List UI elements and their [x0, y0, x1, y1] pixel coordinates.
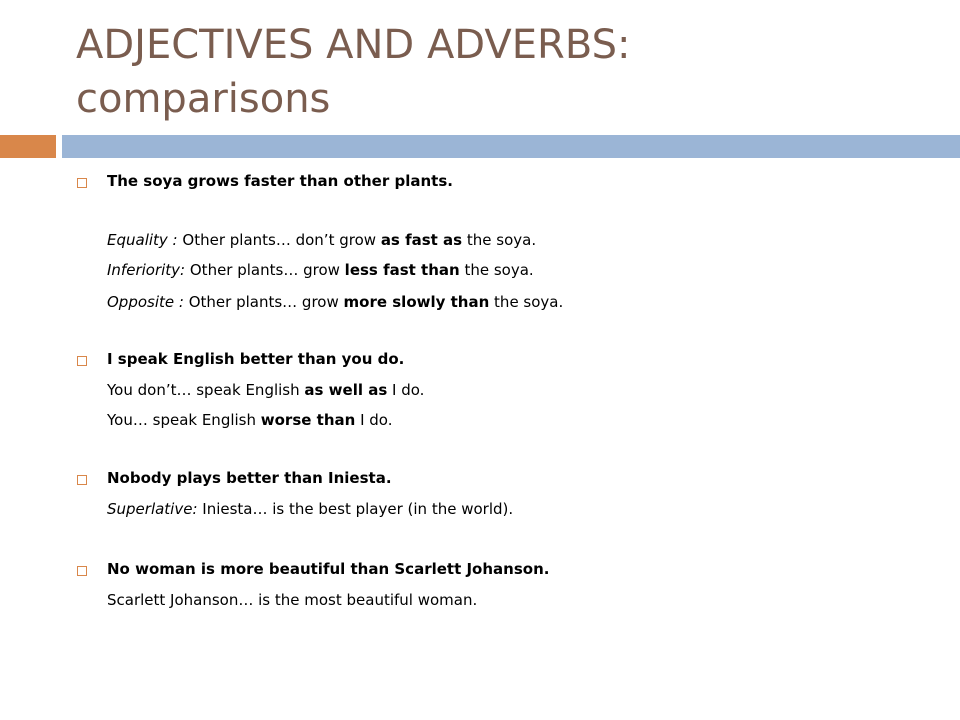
example-post: the soya. — [462, 231, 537, 249]
bullet-text-4 — [107, 559, 549, 579]
example-pre: Other plants… grow — [185, 261, 345, 279]
example-post: the soya. — [489, 293, 564, 311]
example-post: I do. — [355, 411, 393, 429]
example-line-1 — [107, 590, 477, 610]
bullet-square-icon — [77, 566, 87, 576]
bullet-square-icon — [77, 475, 87, 485]
example-line-2 — [107, 410, 392, 430]
bullet-sentence: The soya grows faster than other plants. — [107, 172, 453, 190]
bullet-square-icon — [77, 356, 87, 366]
bullet-text-3 — [107, 468, 392, 488]
example-pre: Iniesta… is the best player (in the world). — [197, 500, 514, 518]
example-post: I do. — [387, 381, 425, 399]
example-bold: more slowly than — [343, 293, 490, 311]
example-bold: as fast as — [380, 231, 463, 249]
example-pre: Other plants… grow — [183, 293, 344, 311]
example-pre: You don’t… speak English — [107, 381, 305, 399]
example-pre: You… speak English — [107, 411, 261, 429]
example-line-superlative — [107, 499, 513, 519]
slide-title-line2: comparisons — [76, 76, 331, 122]
example-label: Superlative: — [107, 500, 198, 518]
example-pre: Scarlett Johanson… is the most beautiful woman. — [107, 591, 478, 609]
bullet-text-1 — [107, 171, 453, 191]
slide-title-line1: ADJECTIVES AND ADVERBS: — [76, 22, 631, 68]
example-post: the soya. — [459, 261, 534, 279]
example-pre: Other plants… don’t grow — [177, 231, 381, 249]
bullet-sentence: No woman is more beautiful than Scarlett Johanson. — [107, 560, 550, 578]
bullet-square-icon — [77, 178, 87, 188]
example-label: Equality : — [107, 231, 178, 249]
example-line-equality — [107, 230, 536, 250]
bullet-text-2 — [107, 349, 404, 369]
bullet-sentence: I speak English better than you do. — [107, 350, 405, 368]
example-line-inferiority — [107, 260, 534, 280]
example-line-1 — [107, 380, 424, 400]
bullet-sentence: Nobody plays better than Iniesta. — [107, 469, 392, 487]
example-label: Inferiority: — [107, 261, 186, 279]
example-line-opposite — [107, 292, 563, 312]
example-bold: worse than — [260, 411, 356, 429]
example-bold: as well as — [304, 381, 388, 399]
example-bold: less fast than — [344, 261, 460, 279]
example-label: Opposite : — [107, 293, 184, 311]
